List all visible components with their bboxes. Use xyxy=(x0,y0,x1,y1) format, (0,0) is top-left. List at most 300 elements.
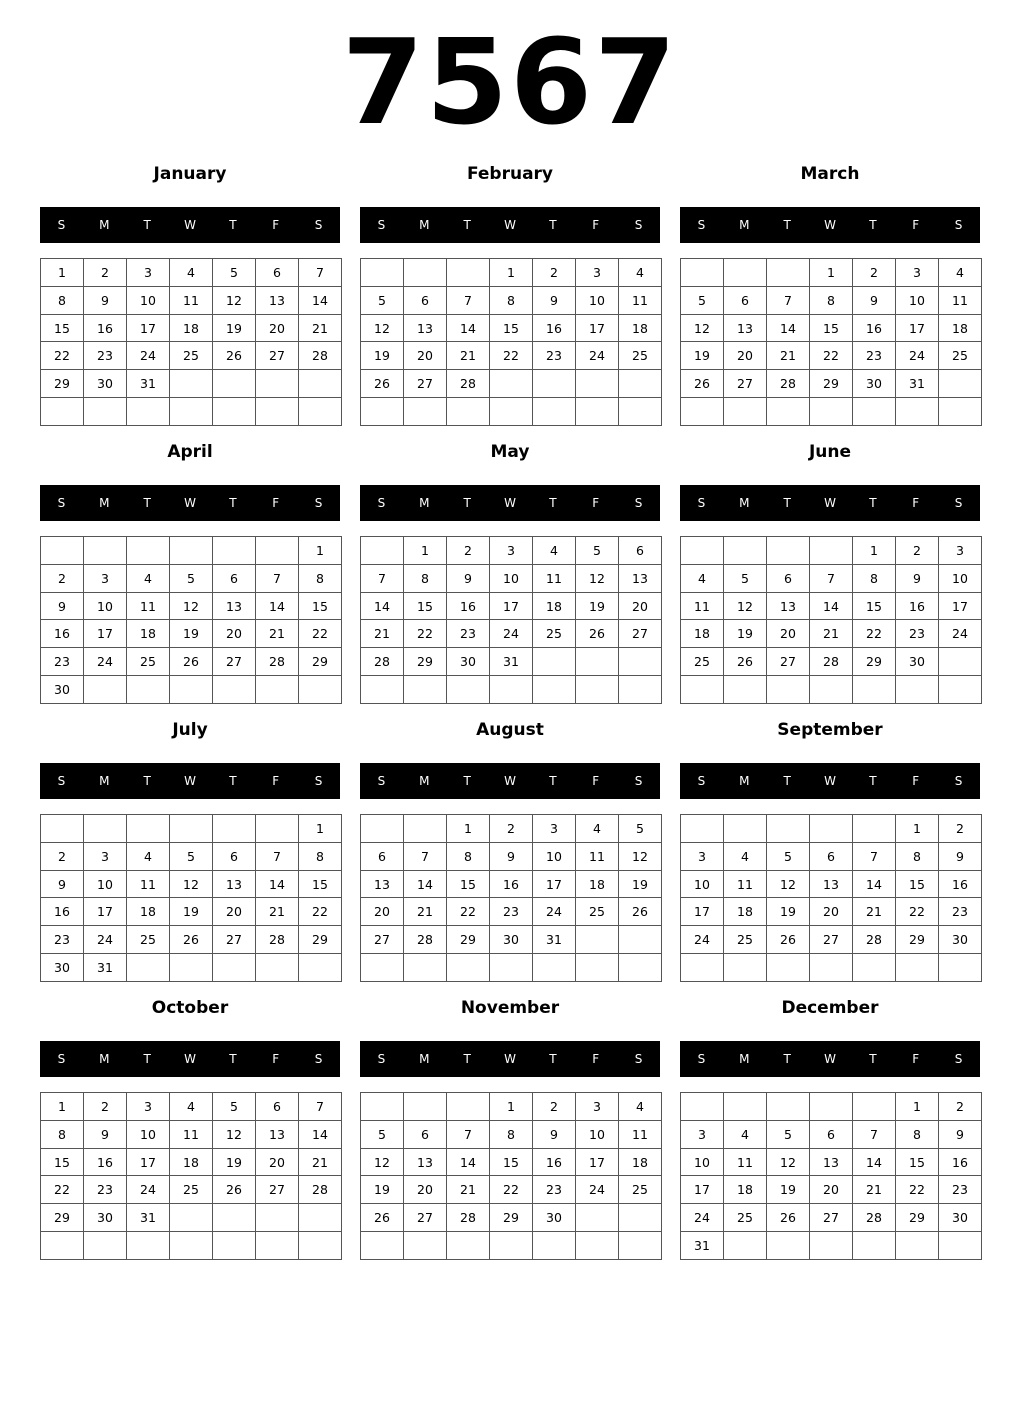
day-cell: 16 xyxy=(41,620,84,648)
day-grid xyxy=(40,814,342,982)
day-cell: 9 xyxy=(853,286,896,314)
week-row xyxy=(41,1204,342,1232)
empty-day-cell xyxy=(361,815,404,843)
day-cell: 3 xyxy=(681,1120,724,1148)
empty-day-cell xyxy=(447,954,490,982)
weekday-header: S xyxy=(954,774,963,788)
weekday-header: S xyxy=(634,218,643,232)
day-cell: 19 xyxy=(724,620,767,648)
day-cell: 12 xyxy=(619,842,662,870)
day-cell: 17 xyxy=(490,592,533,620)
day-cell: 17 xyxy=(896,314,939,342)
week-row xyxy=(41,1176,342,1204)
day-cell: 23 xyxy=(490,898,533,926)
weekday-header: W xyxy=(824,774,836,788)
weekday-header: T xyxy=(549,496,557,510)
day-cell: 11 xyxy=(170,1120,213,1148)
weekday-header: S xyxy=(377,496,386,510)
week-row xyxy=(41,314,342,342)
empty-day-cell xyxy=(939,954,982,982)
weekday-header: M xyxy=(739,218,750,232)
week-row xyxy=(681,870,982,898)
week-row xyxy=(41,926,342,954)
empty-day-cell xyxy=(404,815,447,843)
day-cell: 23 xyxy=(41,926,84,954)
day-cell: 18 xyxy=(576,870,619,898)
day-cell: 3 xyxy=(84,842,127,870)
day-cell: 4 xyxy=(724,842,767,870)
empty-day-cell xyxy=(576,926,619,954)
weekday-header: T xyxy=(229,218,237,232)
day-cell: 21 xyxy=(810,620,853,648)
day-cell: 6 xyxy=(213,842,256,870)
empty-day-cell xyxy=(213,815,256,843)
day-grid xyxy=(680,258,982,426)
day-cell: 5 xyxy=(361,1120,404,1148)
day-cell: 30 xyxy=(853,370,896,398)
day-cell: 9 xyxy=(84,286,127,314)
day-cell: 14 xyxy=(767,314,810,342)
week-row xyxy=(41,648,342,676)
empty-day-cell xyxy=(576,398,619,426)
empty-day-cell xyxy=(170,954,213,982)
weekday-header-bar xyxy=(680,207,980,243)
week-row xyxy=(41,815,342,843)
empty-day-cell xyxy=(896,954,939,982)
weekday-header: S xyxy=(377,218,386,232)
day-cell: 21 xyxy=(299,1148,342,1176)
empty-day-cell xyxy=(681,537,724,565)
weekday-header: W xyxy=(824,1052,836,1066)
day-cell: 23 xyxy=(533,342,576,370)
empty-day-cell xyxy=(767,537,810,565)
day-cell: 2 xyxy=(853,259,896,287)
empty-day-cell xyxy=(810,537,853,565)
empty-day-cell xyxy=(619,954,662,982)
empty-day-cell xyxy=(490,954,533,982)
week-row xyxy=(41,954,342,982)
day-cell: 10 xyxy=(127,1120,170,1148)
empty-day-cell xyxy=(619,1232,662,1260)
day-cell: 8 xyxy=(299,842,342,870)
day-cell: 9 xyxy=(447,564,490,592)
empty-day-cell xyxy=(404,1232,447,1260)
day-cell: 25 xyxy=(533,620,576,648)
day-cell: 26 xyxy=(619,898,662,926)
day-cell: 4 xyxy=(724,1120,767,1148)
empty-day-cell xyxy=(533,370,576,398)
day-cell: 15 xyxy=(896,1148,939,1176)
day-cell: 25 xyxy=(681,648,724,676)
day-cell: 26 xyxy=(767,926,810,954)
day-cell: 18 xyxy=(127,898,170,926)
day-cell: 30 xyxy=(939,926,982,954)
weekday-header: F xyxy=(592,218,600,232)
day-cell: 2 xyxy=(447,537,490,565)
weekday-header-bar xyxy=(40,1041,340,1077)
month-name: February xyxy=(466,164,554,184)
empty-day-cell xyxy=(724,1093,767,1121)
day-cell: 18 xyxy=(939,314,982,342)
day-cell: 3 xyxy=(576,259,619,287)
weekday-header-bar xyxy=(360,1041,660,1077)
week-row xyxy=(681,1120,982,1148)
day-cell: 19 xyxy=(170,620,213,648)
day-cell: 17 xyxy=(127,1148,170,1176)
day-cell: 22 xyxy=(299,898,342,926)
empty-day-cell xyxy=(299,398,342,426)
day-cell: 4 xyxy=(170,259,213,287)
empty-day-cell xyxy=(127,398,170,426)
day-cell: 24 xyxy=(896,342,939,370)
day-cell: 6 xyxy=(404,286,447,314)
day-cell: 18 xyxy=(724,1176,767,1204)
day-cell: 6 xyxy=(724,286,767,314)
week-row xyxy=(681,286,982,314)
day-cell: 29 xyxy=(447,926,490,954)
empty-day-cell xyxy=(447,398,490,426)
day-cell: 8 xyxy=(490,1120,533,1148)
weekday-header: T xyxy=(463,774,471,788)
day-cell: 17 xyxy=(576,314,619,342)
day-cell: 14 xyxy=(447,1148,490,1176)
day-cell: 18 xyxy=(619,1148,662,1176)
day-cell: 7 xyxy=(361,564,404,592)
empty-day-cell xyxy=(404,259,447,287)
day-cell: 9 xyxy=(533,286,576,314)
week-row xyxy=(41,398,342,426)
day-cell: 9 xyxy=(896,564,939,592)
week-row xyxy=(41,842,342,870)
weekday-header: W xyxy=(184,1052,196,1066)
day-cell: 21 xyxy=(447,342,490,370)
day-cell: 29 xyxy=(490,1204,533,1232)
day-cell: 23 xyxy=(41,648,84,676)
day-cell: 5 xyxy=(767,1120,810,1148)
empty-day-cell xyxy=(256,537,299,565)
day-cell: 30 xyxy=(490,926,533,954)
day-cell: 4 xyxy=(681,564,724,592)
day-cell: 11 xyxy=(576,842,619,870)
day-cell: 12 xyxy=(767,1148,810,1176)
day-cell: 29 xyxy=(299,648,342,676)
day-cell: 10 xyxy=(681,1148,724,1176)
empty-day-cell xyxy=(170,676,213,704)
day-cell: 25 xyxy=(170,342,213,370)
month-name: January xyxy=(153,164,227,184)
day-cell: 31 xyxy=(681,1232,724,1260)
empty-day-cell xyxy=(256,676,299,704)
day-cell: 12 xyxy=(767,870,810,898)
week-row xyxy=(41,537,342,565)
weekday-header: T xyxy=(143,218,151,232)
day-cell: 20 xyxy=(404,342,447,370)
day-cell: 15 xyxy=(299,592,342,620)
week-row xyxy=(681,1232,982,1260)
empty-day-cell xyxy=(256,954,299,982)
day-cell: 19 xyxy=(361,342,404,370)
day-cell: 5 xyxy=(213,259,256,287)
weekday-header: M xyxy=(99,496,110,510)
empty-day-cell xyxy=(896,398,939,426)
weekday-header: S xyxy=(634,1052,643,1066)
empty-day-cell xyxy=(127,676,170,704)
week-row xyxy=(361,1204,662,1232)
day-cell: 22 xyxy=(41,342,84,370)
day-cell: 14 xyxy=(447,314,490,342)
day-cell: 19 xyxy=(170,898,213,926)
day-cell: 6 xyxy=(404,1120,447,1148)
day-cell: 13 xyxy=(767,592,810,620)
day-cell: 17 xyxy=(84,620,127,648)
day-cell: 17 xyxy=(576,1148,619,1176)
day-cell: 10 xyxy=(576,1120,619,1148)
day-cell: 10 xyxy=(576,286,619,314)
day-cell: 19 xyxy=(213,1148,256,1176)
day-cell: 7 xyxy=(299,259,342,287)
weekday-header: T xyxy=(783,218,791,232)
day-cell: 9 xyxy=(939,842,982,870)
day-cell: 5 xyxy=(170,842,213,870)
day-cell: 23 xyxy=(84,342,127,370)
weekday-header: T xyxy=(229,774,237,788)
weekday-header: T xyxy=(463,1052,471,1066)
day-cell: 2 xyxy=(84,1093,127,1121)
day-cell: 6 xyxy=(213,564,256,592)
day-cell: 10 xyxy=(533,842,576,870)
month-name: November xyxy=(460,998,560,1018)
week-row xyxy=(361,676,662,704)
day-cell: 20 xyxy=(361,898,404,926)
weekday-header: T xyxy=(463,218,471,232)
day-cell: 10 xyxy=(681,870,724,898)
day-cell: 21 xyxy=(767,342,810,370)
empty-day-cell xyxy=(619,398,662,426)
day-cell: 13 xyxy=(361,870,404,898)
day-cell: 1 xyxy=(404,537,447,565)
weekday-header: S xyxy=(57,496,66,510)
day-cell: 27 xyxy=(256,1176,299,1204)
week-row xyxy=(361,592,662,620)
day-cell: 12 xyxy=(681,314,724,342)
empty-day-cell xyxy=(724,676,767,704)
week-row xyxy=(681,648,982,676)
empty-day-cell xyxy=(810,1232,853,1260)
weekday-header: W xyxy=(504,218,516,232)
day-cell: 26 xyxy=(361,370,404,398)
day-cell: 30 xyxy=(939,1204,982,1232)
day-cell: 4 xyxy=(533,537,576,565)
empty-day-cell xyxy=(299,370,342,398)
weekday-header: S xyxy=(57,1052,66,1066)
week-row xyxy=(681,398,982,426)
day-cell: 28 xyxy=(810,648,853,676)
day-cell: 30 xyxy=(41,676,84,704)
empty-day-cell xyxy=(533,954,576,982)
day-cell: 18 xyxy=(619,314,662,342)
day-cell: 19 xyxy=(767,898,810,926)
day-cell: 3 xyxy=(576,1093,619,1121)
day-cell: 7 xyxy=(256,564,299,592)
day-cell: 9 xyxy=(84,1120,127,1148)
day-cell: 22 xyxy=(404,620,447,648)
day-cell: 14 xyxy=(256,592,299,620)
weekday-header: S xyxy=(314,496,323,510)
weekday-header-bar xyxy=(360,207,660,243)
empty-day-cell xyxy=(170,370,213,398)
day-cell: 14 xyxy=(299,1120,342,1148)
day-cell: 26 xyxy=(170,648,213,676)
month-name: December xyxy=(781,998,879,1018)
day-cell: 22 xyxy=(41,1176,84,1204)
day-cell: 15 xyxy=(853,592,896,620)
weekday-header: M xyxy=(99,774,110,788)
day-cell: 27 xyxy=(619,620,662,648)
day-cell: 7 xyxy=(447,286,490,314)
day-cell: 22 xyxy=(299,620,342,648)
weekday-header: T xyxy=(549,218,557,232)
day-cell: 1 xyxy=(490,1093,533,1121)
week-row xyxy=(361,259,662,287)
week-row xyxy=(681,842,982,870)
day-cell: 26 xyxy=(681,370,724,398)
day-cell: 13 xyxy=(213,870,256,898)
day-cell: 13 xyxy=(256,286,299,314)
empty-day-cell xyxy=(724,815,767,843)
empty-day-cell xyxy=(127,1232,170,1260)
empty-day-cell xyxy=(533,398,576,426)
day-cell: 16 xyxy=(896,592,939,620)
weekday-header: M xyxy=(419,218,430,232)
weekday-header-bar xyxy=(680,1041,980,1077)
week-row xyxy=(361,815,662,843)
day-cell: 27 xyxy=(256,342,299,370)
day-cell: 1 xyxy=(41,1093,84,1121)
day-cell: 20 xyxy=(404,1176,447,1204)
week-row xyxy=(681,314,982,342)
week-row xyxy=(41,1148,342,1176)
empty-day-cell xyxy=(84,815,127,843)
empty-day-cell xyxy=(41,537,84,565)
empty-day-cell xyxy=(896,676,939,704)
week-row xyxy=(361,1120,662,1148)
weekday-header: W xyxy=(504,774,516,788)
day-cell: 8 xyxy=(490,286,533,314)
weekday-header: F xyxy=(592,1052,600,1066)
day-grid xyxy=(40,1092,342,1260)
empty-day-cell xyxy=(213,370,256,398)
day-cell: 5 xyxy=(724,564,767,592)
weekday-header: M xyxy=(419,496,430,510)
empty-day-cell xyxy=(681,954,724,982)
day-cell: 27 xyxy=(361,926,404,954)
day-cell: 9 xyxy=(41,870,84,898)
week-row xyxy=(361,1093,662,1121)
weekday-header-bar xyxy=(360,763,660,799)
day-cell: 2 xyxy=(41,842,84,870)
day-cell: 4 xyxy=(576,815,619,843)
empty-day-cell xyxy=(41,398,84,426)
day-cell: 27 xyxy=(810,926,853,954)
day-cell: 30 xyxy=(896,648,939,676)
weekday-header: S xyxy=(697,496,706,510)
weekday-header: T xyxy=(549,774,557,788)
day-cell: 21 xyxy=(404,898,447,926)
empty-day-cell xyxy=(619,926,662,954)
day-cell: 13 xyxy=(619,564,662,592)
empty-day-cell xyxy=(361,259,404,287)
week-row xyxy=(361,286,662,314)
weekday-header: T xyxy=(549,1052,557,1066)
day-grid xyxy=(360,814,662,982)
weekday-header: T xyxy=(869,774,877,788)
day-cell: 3 xyxy=(127,259,170,287)
empty-day-cell xyxy=(84,676,127,704)
day-cell: 15 xyxy=(404,592,447,620)
day-cell: 14 xyxy=(361,592,404,620)
day-cell: 27 xyxy=(767,648,810,676)
day-cell: 5 xyxy=(619,815,662,843)
day-cell: 19 xyxy=(213,314,256,342)
day-cell: 7 xyxy=(853,1120,896,1148)
day-cell: 19 xyxy=(361,1176,404,1204)
day-cell: 18 xyxy=(533,592,576,620)
day-cell: 2 xyxy=(939,1093,982,1121)
day-cell: 16 xyxy=(490,870,533,898)
weekday-header: F xyxy=(912,1052,920,1066)
day-cell: 7 xyxy=(767,286,810,314)
day-cell: 23 xyxy=(896,620,939,648)
weekday-header: T xyxy=(229,496,237,510)
week-row xyxy=(41,342,342,370)
empty-day-cell xyxy=(767,398,810,426)
day-cell: 22 xyxy=(810,342,853,370)
empty-day-cell xyxy=(810,815,853,843)
day-cell: 5 xyxy=(361,286,404,314)
week-row xyxy=(41,676,342,704)
week-row xyxy=(361,342,662,370)
week-row xyxy=(681,370,982,398)
weekday-header: F xyxy=(272,1052,280,1066)
day-cell: 16 xyxy=(939,1148,982,1176)
empty-day-cell xyxy=(576,676,619,704)
week-row xyxy=(361,1148,662,1176)
day-cell: 28 xyxy=(256,648,299,676)
day-cell: 13 xyxy=(810,1148,853,1176)
day-cell: 10 xyxy=(84,592,127,620)
day-cell: 29 xyxy=(299,926,342,954)
empty-day-cell xyxy=(619,648,662,676)
day-cell: 17 xyxy=(84,898,127,926)
week-row xyxy=(361,1176,662,1204)
empty-day-cell xyxy=(853,1093,896,1121)
empty-day-cell xyxy=(939,370,982,398)
empty-day-cell xyxy=(84,1232,127,1260)
empty-day-cell xyxy=(724,537,767,565)
day-grid xyxy=(360,258,662,426)
day-grid xyxy=(360,1092,662,1260)
weekday-header: S xyxy=(954,218,963,232)
week-row xyxy=(681,1093,982,1121)
day-cell: 25 xyxy=(619,342,662,370)
day-cell: 23 xyxy=(939,1176,982,1204)
day-cell: 20 xyxy=(767,620,810,648)
day-cell: 15 xyxy=(41,1148,84,1176)
empty-day-cell xyxy=(681,815,724,843)
empty-day-cell xyxy=(767,676,810,704)
empty-day-cell xyxy=(810,1093,853,1121)
day-cell: 1 xyxy=(810,259,853,287)
